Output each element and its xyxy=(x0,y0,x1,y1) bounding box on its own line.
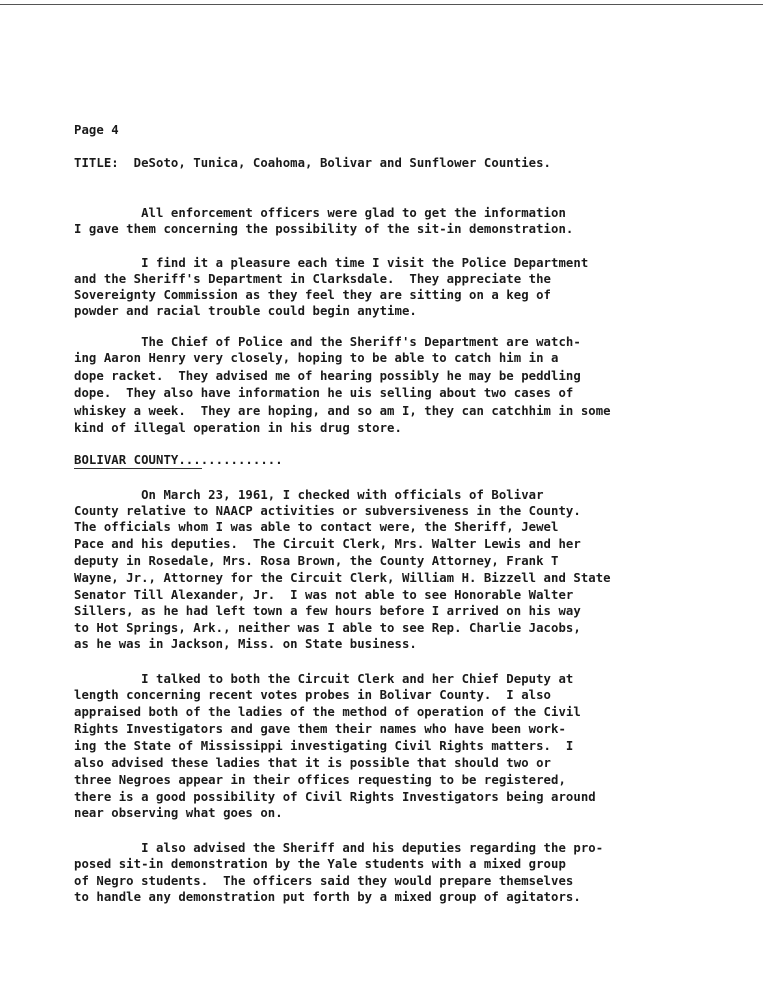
text-line: whiskey a week. They are hoping, and so am I, they can catchhim in some xyxy=(74,404,611,418)
text-line: dope. They also have information he uis selling about two cases of xyxy=(74,386,574,400)
text-line: powder and racial trouble could begin anytime. xyxy=(74,304,417,318)
page-top-edge-rule xyxy=(0,4,763,5)
text-line: there is a good possibility of Civil Rights Investigators being around xyxy=(74,790,596,804)
text-line: Wayne, Jr., Attorney for the Circuit Clerk, William H. Bizzell and State xyxy=(74,571,611,585)
text-line: ing Aaron Henry very closely, hoping to be able to catch him in a xyxy=(74,351,559,365)
text-line: deputy in Rosedale, Mrs. Rosa Brown, the County Attorney, Frank T xyxy=(74,554,559,568)
page-number: Page 4 xyxy=(74,123,119,137)
text-line: The Chief of Police and the Sheriff's Department are watch- xyxy=(74,335,581,349)
text-line: and the Sheriff's Department in Clarksdale. They appreciate the xyxy=(74,272,552,286)
section-heading-bolivar-county: BOLIVAR COUNTY.............. xyxy=(74,453,283,467)
text-line: appraised both of the ladies of the method of operation of the Civil xyxy=(74,705,581,719)
text-line: Senator Till Alexander, Jr. I was not able to see Honorable Walter xyxy=(74,588,574,602)
section-heading-underline xyxy=(74,468,202,469)
text-line: I talked to both the Circuit Clerk and her Chief Deputy at xyxy=(74,672,574,686)
text-line: three Negroes appear in their offices requesting to be registered, xyxy=(74,773,566,787)
text-line: kind of illegal operation in his drug store. xyxy=(74,421,402,435)
text-line: posed sit-in demonstration by the Yale students with a mixed group xyxy=(74,857,566,871)
text-line: I find it a pleasure each time I visit the Police Department xyxy=(74,256,589,270)
text-line: to handle any demonstration put forth by a mixed group of agitators. xyxy=(74,890,581,904)
text-line: Sillers, as he had left town a few hours before I arrived on his way xyxy=(74,604,581,618)
text-line: ing the State of Mississippi investigating Civil Rights matters. I xyxy=(74,739,574,753)
text-line: All enforcement officers were glad to get the information xyxy=(74,206,566,220)
text-line: I also advised the Sheriff and his deputies regarding the pro- xyxy=(74,841,604,855)
text-line: length concerning recent votes probes in Bolivar County. I also xyxy=(74,688,552,702)
text-line: Sovereignty Commission as they feel they are sitting on a keg of xyxy=(74,288,552,302)
text-line: near observing what goes on. xyxy=(74,806,283,820)
text-line: of Negro students. The officers said they would prepare themselves xyxy=(74,874,574,888)
text-line: Pace and his deputies. The Circuit Clerk, Mrs. Walter Lewis and her xyxy=(74,537,581,551)
text-line: Rights Investigators and gave them their names who have been work- xyxy=(74,722,566,736)
text-line: On March 23, 1961, I checked with officials of Bolivar xyxy=(74,488,544,502)
text-line: as he was in Jackson, Miss. on State business. xyxy=(74,637,417,651)
text-line: I gave them concerning the possibility of the sit-in demonstration. xyxy=(74,222,574,236)
text-line: The officials whom I was able to contact were, the Sheriff, Jewel xyxy=(74,520,559,534)
text-line: also advised these ladies that it is possible that should two or xyxy=(74,756,552,770)
text-line: County relative to NAACP activities or subversiveness in the County. xyxy=(74,504,581,518)
text-line: dope racket. They advised me of hearing possibly he may be peddling xyxy=(74,369,581,383)
text-line: to Hot Springs, Ark., neither was I able to see Rep. Charlie Jacobs, xyxy=(74,621,581,635)
document-title: TITLE: DeSoto, Tunica, Coahoma, Bolivar and Sunflower Counties. xyxy=(74,156,552,170)
